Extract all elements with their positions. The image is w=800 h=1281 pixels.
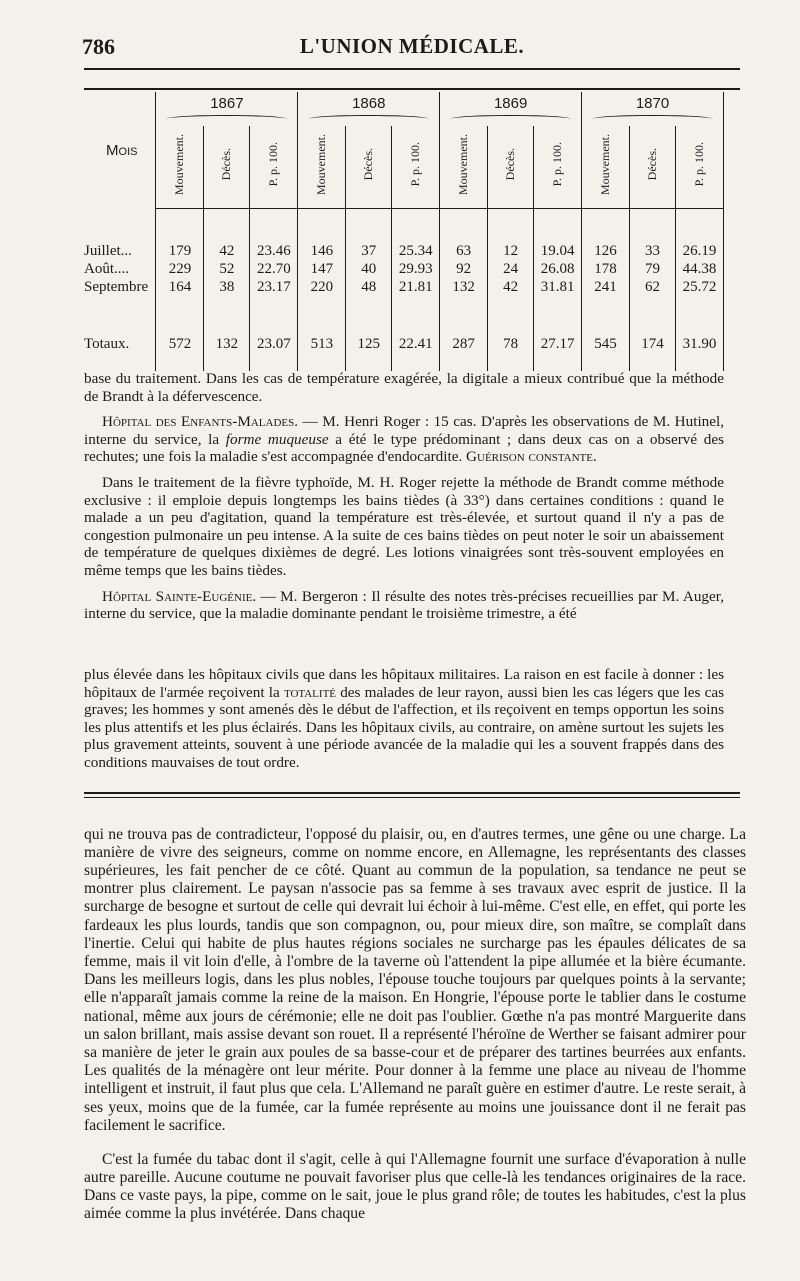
feuilleton-text <box>84 810 746 1239</box>
paragraph-enfants-malades: Hôpital des Enfants-Malades. — M. Henri Roger : 15 cas. D'après les observations de M. Hutinel, interne du service, la forme muqueuse a été le type prédominant ; dans deux cas on a observé des rechutes; une fois la maladie s'est accompagnée d'endocardite. Guérison constante. <box>84 413 725 466</box>
paragraph: plus élevée dans les hôpitaux civils que dans les hôpitaux militaires. La raison en est facile à donner : les hôpitaux de l'armée reçoivent la totalité des malades de leur rayon, aussi bien les cas légers que les cas graves; les hommes y sont amenés dès le début de l'affection, et ils reçoivent en temps opportun les soins les plus attentifs et les plus éclairés. Dans les hôpitaux civils, au contraire, on amène surtout les sujets les plus gravement atteints, souvent à une période avancée de la maladie qui les a souvent frappés dans des conditions mauvaises de tout ordre. <box>84 666 724 771</box>
year-header: 1869 <box>440 92 582 126</box>
page-number: 786 <box>82 34 115 59</box>
header-rule <box>84 68 740 70</box>
year-header: 1867 <box>156 92 298 126</box>
year-header: 1868 <box>298 92 440 126</box>
subheader-mouvement: Mouvement. <box>582 126 630 209</box>
mois-header: Mois <box>106 141 138 159</box>
journal-title: L'UNION MÉDICALE. <box>299 34 525 58</box>
paragraph: Dans le traitement de la fièvre typhoïde, M. H. Roger rejette la méthode de Brandt comme méthode exclusive : il emploie depuis longtemps les bains tièdes (à 33°) dans certaines conditions : quand le malade a un peu d'agitation, quand la température est très-élevée, et surtout quand il n'y a pas de congestion pulmonaire un peu intense. A la suite de ces bains tièdes on peut noter le soir un abaissement de température de quelques dixièmes de degré. Les lotions vinaigrées sont très-souvent employées en même temps que les bains tièdes. <box>84 473 724 579</box>
totals-row: Totaux. 572 132 23.07 513 125 22.41 287 78 27.17 545 174 31.90 <box>84 331 724 359</box>
subheader-pct: P. p. 100. <box>675 126 723 209</box>
subheader-deces: Décès. <box>629 126 675 209</box>
paragraph: base du traitement. Dans les cas de température exagérée, la digitale a mieux contribué que la méthode de Brandt à la défervescence. <box>84 370 724 405</box>
table-row: Juillet... 179 42 23.46 146 37 25.34 63 12 19.04 126 33 26.19 <box>84 243 724 261</box>
subheader-pct: P. p. 100. <box>250 126 298 209</box>
subheader-mouvement: Mouvement. <box>440 126 488 209</box>
continued-text-block <box>84 666 724 772</box>
subheader-deces: Décès. <box>346 126 392 209</box>
subheader-mouvement: Mouvement. <box>298 126 346 209</box>
feuilleton-rule <box>84 797 740 798</box>
table-top-rule <box>84 88 740 90</box>
paragraph-sainte-eugenie: Hôpital Sainte-Eugénie. — M. Bergeron : Il résulte des notes très-précises recueillies par M. Auger, interne du service, que la maladie dominante pendant le troisième trimestre, a été <box>84 587 724 623</box>
paragraph: qui ne trouva pas de contradicteur, l'opposé du plaisir, ou, en d'autres termes, une gêne ou une charge. La manière de vivre des seigneurs, comme on nomme encore, en Allemagne, les représentants des classes supérieures, les fait pencher de ce côté. Quant au commun de la population, sa tendance ne peut se montrer plus clairement. Le paysan n'associe pas sa femme à ses travaux avec esprit de justice. Il la surcharge de besogne et surtout de celle qui devrait lui échoir à lui-même. C'est elle, en effet, qui porte les fardeaux les plus lourds, tandis que son compagnon, ou, pour mieux dire, son maître, se complaît dans l'inertie. Celui qui habite de plus hautes régions sociales ne surcharge pas les épaules délicates de sa femme, mais il vit loin d'elle, à l'ombre de la taverne où l'attendent la pipe allumée et la bière écumante. Dans les meilleurs logis, dans les plus nobles, l'épouse touche toujours par quelques points à la servante; elle n'apparaît jamais comme la reine de la maison. En Hongrie, l'épouse porte le tablier dans le costume national, même aux jours de cérémonie; elle ne doit pas l'oublier. Gœthe n'a pas montré Marguerite dans un salon brillant, mais assise devant son rouet. Il a représenté l'héroïne de Werther se faisant admirer pour sa manière de jeter le grain aux poules de sa basse-cour et de préparer des tartines beurrées aux enfants. Les qualités de la ménagère ont leur mérite. Pour donner à la femme une place au niveau de l'homme intelligent et instruit, il faut plus que cela. L'Allemand ne paraît guère en estimer d'autre. Le reste serait, à ses yeux, moins que de la fumée, car la fumée représente au moins une jouissance dont il ne ferait pas facilement le sacrifice. <box>84 825 746 1134</box>
mortality-table <box>84 92 724 371</box>
paragraph: C'est la fumée du tabac dont il s'agit, celle à qui l'Allemagne fournit une surface d'évaporation à nulle autre pareille. Aucune coutume ne pouvait favoriser plus que celle-là les tendances originaires de la race. Dans ce vaste pays, la pipe, comme on le sait, joue le plus grand rôle; de toutes les habitudes, c'est la plus aimée comme la plus invétérée. Dans chaque <box>84 1150 746 1223</box>
subheader-pct: P. p. 100. <box>392 126 440 209</box>
feuilleton-rule <box>84 792 740 794</box>
year-header: 1870 <box>582 92 724 126</box>
table-row: Août.... 229 52 22.70 147 40 29.93 92 24 26.08 178 79 44.38 <box>84 261 724 279</box>
page-header <box>82 34 742 64</box>
table-row: Septembre 164 38 23.17 220 48 21.81 132 42 31.81 241 62 25.72 <box>84 279 724 297</box>
subheader-deces: Décès. <box>488 126 534 209</box>
subheader-mouvement: Mouvement. <box>156 126 204 209</box>
subheader-pct: P. p. 100. <box>534 126 582 209</box>
subheader-deces: Décès. <box>204 126 250 209</box>
upper-text-block <box>84 370 724 623</box>
